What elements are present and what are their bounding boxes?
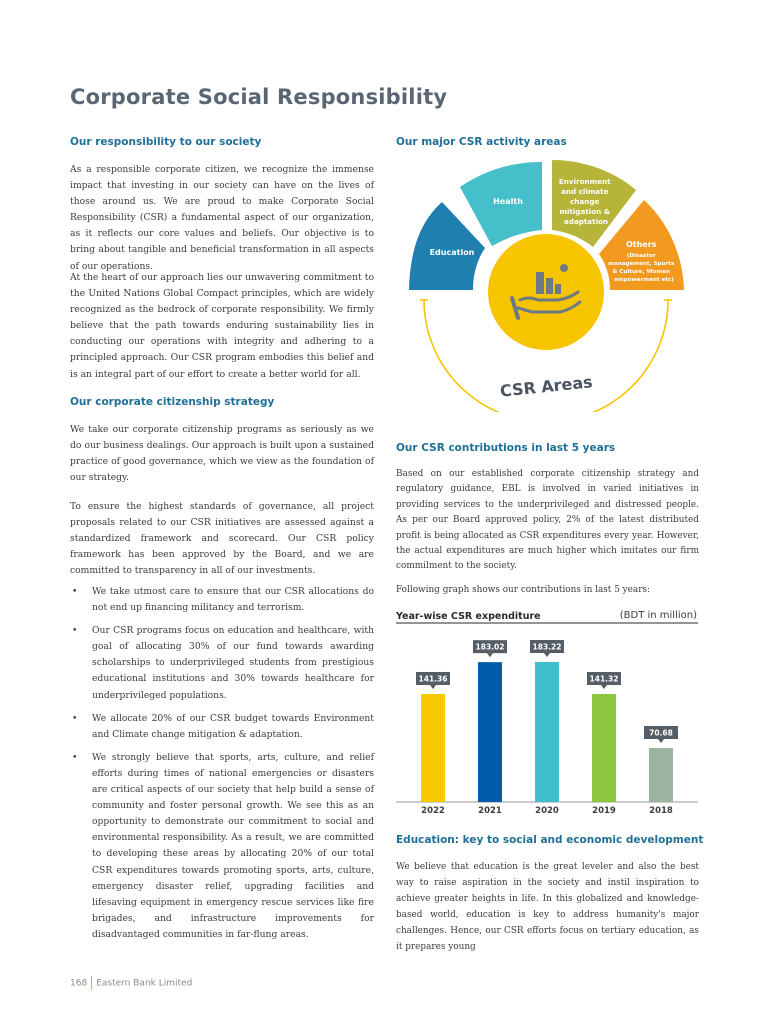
bullet-text: We strongly believe that sports, arts, culture, and relief efforts during times of national emergencies or disasters are critical aspects of our society that help build a sense of community and foster personal growth. We see this as an opportunity to demonstrate our commitment to social and environmental responsibility. As a result, we are committed to developing these areas by allocating 20% of our total CSR expenditures towards promoting sports, arts, culture, emergency disaster relief, upgrading facilities and lifesaving equipment in emergency rescue services like fire brigades, and infrastructure improvements for disadvantaged communities in far-flung areas. (92, 751, 374, 940)
paragraph-education: We believe that education is the great leveler and also the best way to raise aspiration in the society and instil inspiration to achieve greater heights in life. In this globalized and knowledge-based world, education is key to address humanity's major challenges. Hence, our CSR efforts focus on tertiary education, as it prepares young (396, 862, 699, 953)
heading-citizenship-strategy: Our corporate citizenship strategy (70, 396, 275, 408)
environment-label-line: Environment (558, 177, 611, 186)
data-label-pointer (601, 685, 607, 689)
paragraph-responsibility-1: As a responsible corporate citizen, we recognize the immense impact that investing in our society can have on the lives of those around us. We are proud to make Corporate Social Responsibility (CSR) a fundamental aspect of our organization, as it reflects our core values and beliefs. Our objective is to bring about tangible and beneficial transformation in all aspects of our operations. (70, 164, 374, 272)
page-footer (70, 976, 192, 990)
others-sub-line: empowerment etc) (614, 277, 674, 283)
chart-title: Year-wise CSR expenditure (396, 611, 541, 622)
page-number: 168 (70, 978, 88, 989)
csr-areas-diagram (400, 152, 690, 412)
environment-label-line: and climate (561, 187, 609, 196)
environment-label-line: adaptation (563, 217, 609, 226)
paragraph-citizenship-1: We take our corporate citizenship programs as seriously as we do our business dealings. Our approach is built upon a sustained practice of good governance, which we view as the foundation of our strategy. (70, 424, 374, 484)
bar-2019 (592, 694, 616, 802)
others-sub-line: (Disaster (626, 253, 656, 259)
bar-2022 (421, 694, 445, 802)
category-label: 2018 (649, 806, 673, 816)
others-title: Others (625, 240, 657, 249)
paragraph-graph-intro: Following graph shows our contributions in last 5 years: (396, 585, 651, 595)
category-label: 2019 (592, 806, 616, 816)
bar-2018 (649, 748, 673, 802)
category-label: 2021 (478, 806, 502, 816)
data-label-pointer (487, 653, 493, 657)
education-label: Education (429, 248, 475, 257)
chart-unit: (BDT in million) (619, 610, 697, 621)
health-label: Health (493, 197, 523, 206)
bullet-text: We take utmost care to ensure that our CSR allocations do not end up financing militancy and terrorism. (92, 586, 374, 614)
category-label: 2022 (421, 806, 445, 816)
csr-areas-label: CSR Areas (499, 372, 594, 401)
heading-csr-activity-areas: Our major CSR activity areas (396, 136, 567, 148)
list-item (70, 623, 374, 703)
data-label: 141.32 (589, 674, 619, 684)
bar-2021 (478, 662, 502, 802)
policy-bullet-list (70, 584, 374, 950)
data-label-pointer (544, 653, 550, 657)
bullet-marker: • (72, 751, 78, 763)
data-label: 183.22 (532, 642, 562, 652)
bar-2020 (535, 662, 559, 802)
heading-responsibility: Our responsibility to our society (70, 136, 262, 148)
footer-org: Eastern Bank Limited (96, 978, 193, 989)
data-label: 141.36 (418, 674, 448, 684)
data-label-pointer (658, 739, 664, 743)
others-sub-line: management, Sports (608, 261, 675, 267)
data-label: 183.02 (475, 642, 505, 652)
environment-label-line: change (570, 197, 600, 206)
bullet-marker: • (72, 712, 78, 724)
others-sub-line: & Culture, Women (612, 269, 670, 275)
footer-divider (91, 976, 92, 990)
education-segment (409, 202, 485, 290)
csr-expenditure-chart (396, 622, 700, 818)
list-item (70, 750, 374, 943)
bullet-marker: • (72, 625, 78, 637)
heading-csr-contributions: Our CSR contributions in last 5 years (396, 442, 616, 454)
page-title: Corporate Social Responsibility (70, 85, 448, 109)
category-label: 2020 (535, 806, 559, 816)
bullet-marker: • (72, 586, 78, 597)
heading-education: Education: key to social and economic development (396, 834, 704, 846)
bullet-text: Our CSR programs focus on education and healthcare, with goal of allocating 30% of our fund towards awarding scholarships to underprivileged students from prestigious educational institutions and 30% towards healthcare for underprivileged populations. (92, 625, 374, 701)
bullet-text: We allocate 20% of our CSR budget towards Environment and Climate change mitigation & adaptation. (92, 712, 374, 740)
paragraph-responsibility-2: At the heart of our approach lies our unwavering commitment to the United Nations Global Compact principles, which are widely recognized as the bedrock of corporate responsibility. We firmly believe that the path towards enduring sustainability lies in conducting our operations with integrity and adhering to a principled approach. Our CSR program embodies this belief and is an integral part of our effort to create a better world for all. (70, 272, 374, 380)
data-label-pointer (430, 685, 436, 689)
list-item (70, 584, 374, 616)
data-label: 70.68 (649, 728, 673, 738)
environment-label-line: mitigation & (559, 207, 611, 216)
list-item (70, 711, 374, 743)
paragraph-contributions: Based on our established corporate citizenship strategy and regulatory guidance, EBL is involved in varied initiatives in providing services to the underprivileged and distressed people. As per our Board approved policy, 2% of the latest distributed profit is being allocated as CSR expenditures every year. However, the actual expenditures are much higher which imitates our firm commilment to the society. (396, 469, 699, 572)
paragraph-citizenship-2: To ensure the highest standards of governance, all project proposals related to our CSR initiatives are assessed against a standardized framework and scorecard. Our CSR policy framework has been approved by the Board, and we are committed to transparency in all of our investments. (70, 501, 374, 577)
